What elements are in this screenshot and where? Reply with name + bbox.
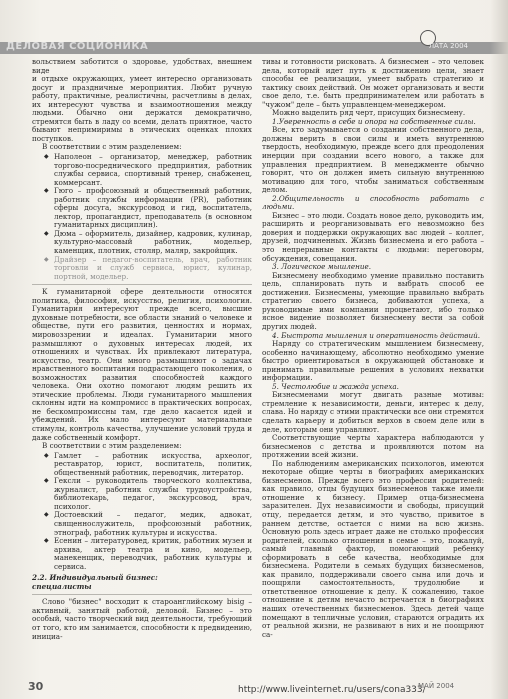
list-item: ◆ Есенин – литературовед, критик, работник музея и архива, актер театра и кино, модельер, манекенщик, переводчик, работник культуры и сервиса. <box>44 536 252 571</box>
issue-date: МАЙ 2004 <box>418 682 455 690</box>
list-item: ◆ Гамлет – работник искусства, археолог, реставратор, юрист, воспитатель, политик, общественный работник, переводчик, литератор. <box>44 450 252 477</box>
divider <box>32 594 252 595</box>
bullet-icon: ◆ <box>44 537 49 545</box>
paragraph: тивы и готовности рисковать. А бизнесмен – это человек дела, который идет путь к достижению цели, знает способы ее реализации, умеет выбрать стратегию и тактику своих действий. Он может организовать и вести свое дело, т.е. быть предпринимателем или работать в "чужом" деле – быть управленцем-менеджером. <box>262 57 484 109</box>
paragraph: К гуманитарной сфере деятельности относятся политика, философия, искусство, религия, психология. Гуманитария интересуют прежде всего, высшие духовные потребности, все области знаний о человеке и обществе, пути его развития, ценностях и нормах, мировоззрении и идеалах. Гуманитарии много размышляют о духовных интересах людей, их отношениях и чувствах. Их привлекают литература, искусство, театр. Они много размышляют о задачах нравственного воспитания подрастающего поколения, о возможностях развития способностей каждого человека. Они охотно помогают людям решить их этические проблемы. Люди гуманитарного мышления склонны идти на компромисс в практических вопросах, не бескомпромиссны там, где дело касается идей и убеждений. Их мало интересуют материальные стимулы, контроль качества, улучшение условий труда и даже собственный комфорт. <box>32 287 252 442</box>
bullet-icon: ◆ <box>44 451 49 459</box>
right-column <box>262 58 484 639</box>
list-item: ◆ Наполеон – организатор, менеджер, работник торгово-посреднического предприятия, работник службы сервиса, спортивный тренер, снабженец, коммерсант. <box>44 152 252 187</box>
list-item: ◆ Дюма – оформитель, дизайнер, кадровик, кулинар, культурно-массовый работник, модельер, каменщик, плотник, столяр, маляр, закройщик. <box>44 228 252 256</box>
trait-heading: 5. Честолюбие и жажда успеха. <box>272 381 399 391</box>
type-list <box>32 153 252 281</box>
type-list <box>32 452 252 572</box>
page-number: 30 <box>28 680 44 693</box>
trait-heading: 2.Общительность и способность работать с людьми. <box>262 193 484 212</box>
trait-heading: 1.Уверенность в себе и опора на собственные силы. <box>272 116 476 126</box>
paragraph: Все, кто задумывается о создании собственного дела, должны верить в свои силы и иметь внутреннюю твердость, необходимую, прежде всего для преодоления инерции при создании всего нового, а также для управления предприятием. В менеджменте обычно говорят, что он должен иметь сильную внутреннюю мотивацию для того, чтобы заниматься собственным делом. <box>262 125 484 195</box>
paragraph: Соответствующие черты характера наблюдаются у бизнесменов с детства и проявляются потом на протяжении всей жизни. <box>262 433 484 460</box>
bullet-icon: ◆ <box>44 255 49 263</box>
list-item: ◆ Гюго – профсоюзный и общественный работник, работник службы информации (PR), работник сферы досуга, экскурсовод и гид, воспитатель, лектор, пропагандист, преподаватель (в основном гуманитарных дисциплин). <box>44 186 252 230</box>
section-heading: 2.2. Индивидуальный бизнес: <box>32 573 158 583</box>
header-issue-label: ЛАТА 2004 <box>428 42 468 50</box>
section-title: ДЕЛОВАЯ СОЦИОНИКА <box>6 41 149 52</box>
bullet-icon: ◆ <box>44 187 49 195</box>
trait-heading: 4. Быстрота мышления и оперативность действий. <box>272 330 481 340</box>
paragraph: вольствием заботится о здоровье, удобствах, внешнем виде <box>32 57 252 75</box>
bullet-icon: ◆ <box>44 153 49 161</box>
paragraph: Бизнесменами могут двигать разные мотивы: стремление к независимости, деньги, интерес к делу, слава. Но наряду с этими практически все они стремятся сделать карьеру и добиться верхов в своем деле или в деле, которым они управляют. <box>262 390 484 434</box>
paragraph: Слово "бизнес" восходит к староанглийскому bisig – активный, занятый работой, деловой. Бизнес – это особый, часто творческий вид деятельности, требующий от того, кто им занимается, способности к предвидению, инициа- <box>32 597 252 641</box>
bullet-icon: ◆ <box>44 511 49 519</box>
left-column <box>32 58 252 641</box>
divider <box>32 284 252 285</box>
paragraph: Наряду со стратегическим мышлением бизнесмену, особенно начинающему, абсолютно необходимо умение быстро ориентироваться в окружающей обстановке и принимать правильные решения в условиях нехватки информации. <box>262 339 484 383</box>
paragraph: Можно выделить ряд черт, присущих бизнесмену. <box>272 108 466 118</box>
paragraph: Бизнесмену необходимо умение правильно поставить цель, спланировать путь и выбрать способ ее достижения. Бизнесмены, умеющие правильно выбрать стратегию своего бизнеса, добиваются успеха, а руководимые ими компании процветают, ибо только ясное видение позволяет бизнесмену вести за собой других людей. <box>262 270 484 331</box>
list-item: ◆ Драйзер – педагог-воспитатель, врач, работник торговли и служб сервиса, юрист, кулинар, портной, модельер. <box>44 254 252 281</box>
paragraph: Бизнес – это люди. Создать новое дело, руководить им, расширять и реорганизовывать его невозможно без доверия и поддержки окружающих вас людей – коллег, друзей, подчиненных. Жизнь бизнесмена и его работа – это непрерывные контакты с людьми: переговоры, обсуждения, совещания. <box>262 210 484 263</box>
bullet-icon: ◆ <box>44 477 49 485</box>
list-intro: В соответствии с этим разделением: <box>42 142 182 152</box>
paragraph: По наблюдениям американских психологов, имеются некоторые общие черты в биографиях американских бизнесменов. Прежде всего это профессия родителей: как правило, отцы будущих бизнесменов также имели отношение к бизнесу. Пример отца-бизнесмена заразителен. Дух независимости и свободы, присущий отцу, передается детям, и это чувство, привитое в раннем детстве, остается с ними на всю жизнь. Основную роль здесь играет даже не столько профессия родителей, сколько отношения в семье – это, пожалуй, самый главный фактор, помогающий ребенку сформировать в себе качества, необходимые для бизнесмена. Родители в семьях будущих бизнесменов, как правило, поддерживали своего сына или дочь и поощряли самостоятельность, трудолюбие и ответственное отношение к делу. К сожалению, такое отношение к детям нечасто встречается в биографиях наших отечественных бизнесменов. Здесь детей чаще помещают в тепличные условия, стараются оградить их от реальной жизни, не развивают в них и не поощряют са- <box>262 458 484 639</box>
watermark-url[interactable]: http://www.liveinternet.ru/users/cona333/ <box>238 685 426 695</box>
paragraph: и отдыхе окружающих, умеет интересно организовать досуг и праздничные мероприятия. Любит ручную работу, практичные, реалистичны, расчетливы в делах, их интересуют чувства и взаимоотношения между людьми. Обычно они держатся демократично, стремятся быть в ладу со всеми, делать приятное, часто бывают непримиримы в этических оценках плохих поступков. <box>32 74 252 143</box>
page-edge-shadow <box>490 0 508 699</box>
list-item: ◆ Достоевский – педагог, медик, адвокат, священнослужитель, профсоюзный работник, этнограф, работник культуры и искусства. <box>44 510 252 537</box>
list-intro: В соответствии с этим разделением: <box>42 441 182 451</box>
list-item: ◆ Гексли – руководитель творческого коллектива, журналист, работник службы трудоустройства, библиотекарь, педагог, экскурсовод, врач, психолог. <box>44 476 252 511</box>
section-subheading: специалисты <box>32 581 92 591</box>
trait-heading: 3. Логическое мышление. <box>272 262 371 272</box>
bullet-icon: ◆ <box>44 229 49 237</box>
